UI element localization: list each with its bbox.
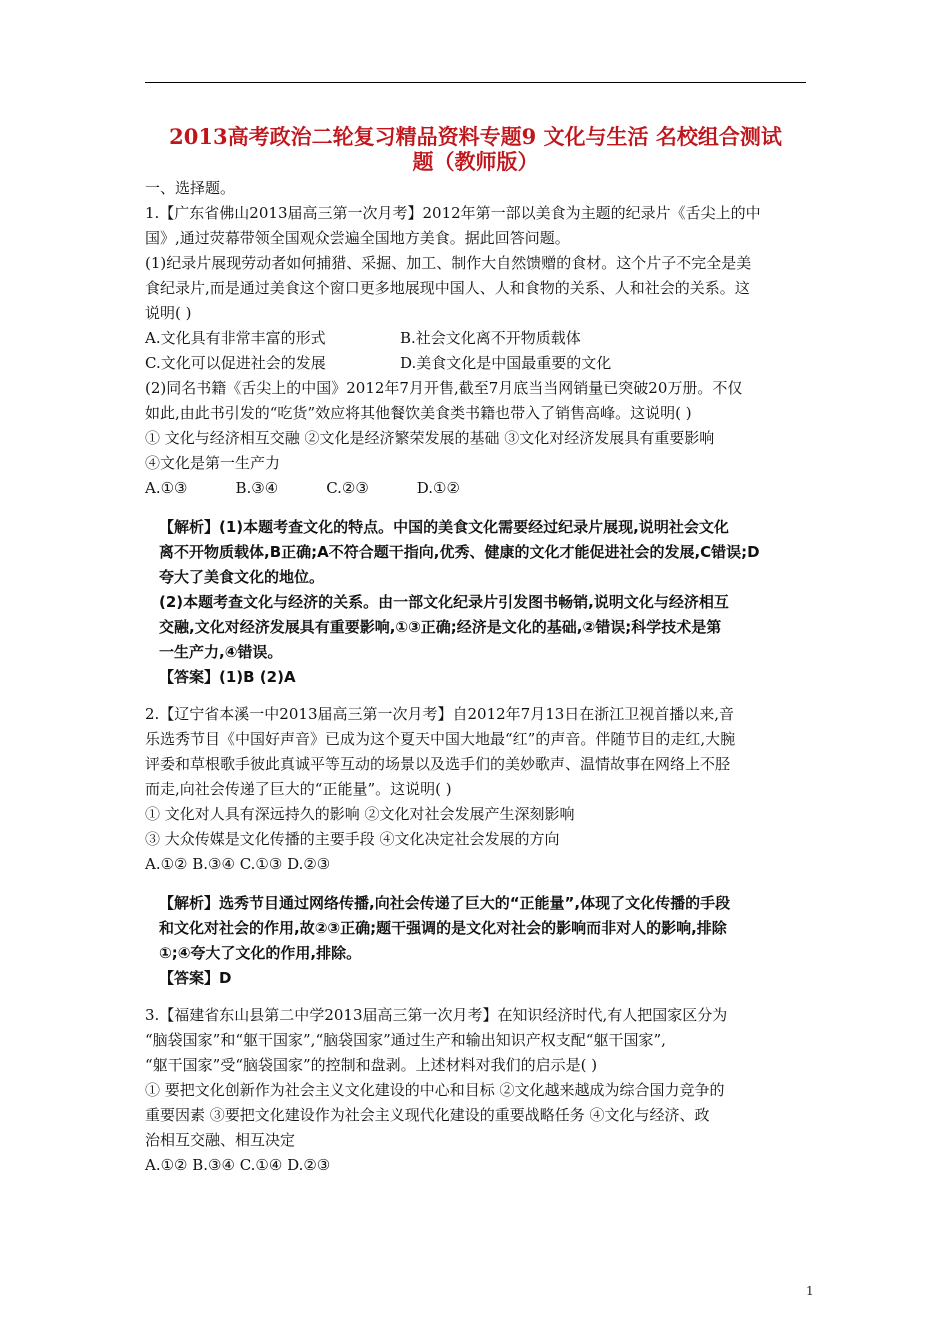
option-c: C.②③	[326, 479, 369, 497]
question-text: “脑袋国家”和“躯干国家”,“脑袋国家”通过生产和输出知识产权支配“躯干国家”,	[145, 1031, 666, 1049]
option-a: A.①③	[145, 479, 188, 497]
analysis-text: 【解析】选秀节目通过网络传播,向社会传递了巨大的“正能量”,体现了文化传播的手段	[159, 894, 731, 912]
options-row	[145, 326, 815, 351]
question-text: 评委和草根歌手彼此真诚平等互动的场景以及选手们的美妙歌声、温情故事在网络上不胫	[145, 755, 731, 773]
analysis-text: ①;④夸大了文化的作用,排除。	[159, 944, 362, 962]
analysis-block	[145, 515, 815, 690]
option-a: A.文化具有非常丰富的形式	[145, 329, 326, 347]
question-text: ① 文化对人具有深远持久的影响 ②文化对社会发展产生深刻影响	[145, 805, 575, 823]
question-text: (2)同名书籍《舌尖上的中国》2012年7月开售,截至7月底当当网销量已突破20万册。不仅	[145, 379, 743, 397]
answer-text: 【答案】(1)B (2)A	[159, 668, 296, 686]
question-text: 食纪录片,而是通过美食这个窗口更多地展现中国人、人和食物的关系、人和社会的关系。这	[145, 279, 750, 297]
header-rule	[145, 82, 806, 83]
analysis-text: 【解析】(1)本题考查文化的特点。中国的美食文化需要经过纪录片展现,说明社会文化	[159, 518, 729, 536]
question-text: ① 要把文化创新作为社会主义文化建设的中心和目标 ②文化越来越成为综合国力竞争的	[145, 1081, 725, 1099]
option-d: D.①②	[416, 479, 460, 497]
page-number: 1	[806, 1284, 814, 1298]
question-text: 乐选秀节目《中国好声音》已成为这个夏天中国大地最“红”的声音。伴随节目的走红,大腕	[145, 730, 736, 748]
question-text: ③ 大众传媒是文化传播的主要手段 ④文化决定社会发展的方向	[145, 830, 560, 848]
question-text: 国》,通过荧幕带领全国观众尝遍全国地方美食。据此回答问题。	[145, 229, 570, 247]
option-c: C.文化可以促进社会的发展	[145, 354, 326, 372]
document-title	[140, 124, 811, 174]
options-row: A.①② B.③④ C.①④ D.②③	[145, 1156, 331, 1174]
question-text: (1)纪录片展现劳动者如何捕猎、采掘、加工、制作大自然馈赠的食材。这个片子不完全是美	[145, 254, 752, 272]
question-text: 说明( )	[145, 304, 192, 322]
analysis-text: 和文化对社会的作用,故②③正确;题干强调的是文化对社会的影响而非对人的影响,排除	[159, 919, 727, 937]
analysis-text: (2)本题考查文化与经济的关系。由一部文化纪录片引发图书畅销,说明文化与经济相互	[159, 593, 729, 611]
option-d: D.美食文化是中国最重要的文化	[400, 354, 612, 372]
document-body	[145, 176, 815, 1178]
option-b: B.③④	[235, 479, 279, 497]
options-row	[145, 476, 815, 501]
options-row	[145, 351, 815, 376]
question-text: 而走,向社会传递了巨大的“正能量”。这说明( )	[145, 780, 452, 798]
question-text: ④文化是第一生产力	[145, 454, 281, 472]
option-b: B.社会文化离不开物质载体	[400, 329, 581, 347]
analysis-text: 离不开物质载体,B正确;A不符合题干指向,优秀、健康的文化才能促进社会的发展,C错误;D	[159, 543, 760, 561]
options-row: A.①② B.③④ C.①③ D.②③	[145, 855, 331, 873]
section-heading: 一、选择题。	[145, 179, 236, 197]
analysis-text: 交融,文化对经济发展具有重要影响,①③正确;经济是文化的基础,②错误;科学技术是第	[159, 618, 722, 636]
question-text: “躯干国家”受“脑袋国家”的控制和盘剥。上述材料对我们的启示是( )	[145, 1056, 598, 1074]
question-text: 2.【辽宁省本溪一中2013届高三第一次月考】自2012年7月13日在浙江卫视首播以来,音	[145, 705, 735, 723]
question-1	[145, 201, 815, 690]
question-text: 1.【广东省佛山2013届高三第一次月考】2012年第一部以美食为主题的纪录片《舌尖上的中	[145, 204, 761, 222]
question-text: 治相互交融、相互决定	[145, 1131, 296, 1149]
question-text: 如此,由此书引发的“吃货”效应将其他餐饮美食类书籍也带入了销售高峰。这说明( )	[145, 404, 692, 422]
analysis-text: 一生产力,④错误。	[159, 643, 283, 661]
question-text: 重要因素 ③要把文化建设作为社会主义现代化建设的重要战略任务 ④文化与经济、政	[145, 1106, 710, 1124]
answer-text: 【答案】D	[159, 969, 232, 987]
question-2	[145, 702, 815, 991]
question-3	[145, 1003, 815, 1178]
question-text: ① 文化与经济相互交融 ②文化是经济繁荣发展的基础 ③文化对经济发展具有重要影响	[145, 429, 715, 447]
question-text: 3.【福建省东山县第二中学2013届高三第一次月考】在知识经济时代,有人把国家区分为	[145, 1006, 728, 1024]
title-line-1: 2013高考政治二轮复习精品资料专题9 文化与生活 名校组合测试	[169, 124, 782, 149]
analysis-block	[145, 891, 815, 991]
analysis-text: 夸大了美食文化的地位。	[159, 568, 325, 586]
title-line-2: 题（教师版）	[412, 149, 539, 174]
